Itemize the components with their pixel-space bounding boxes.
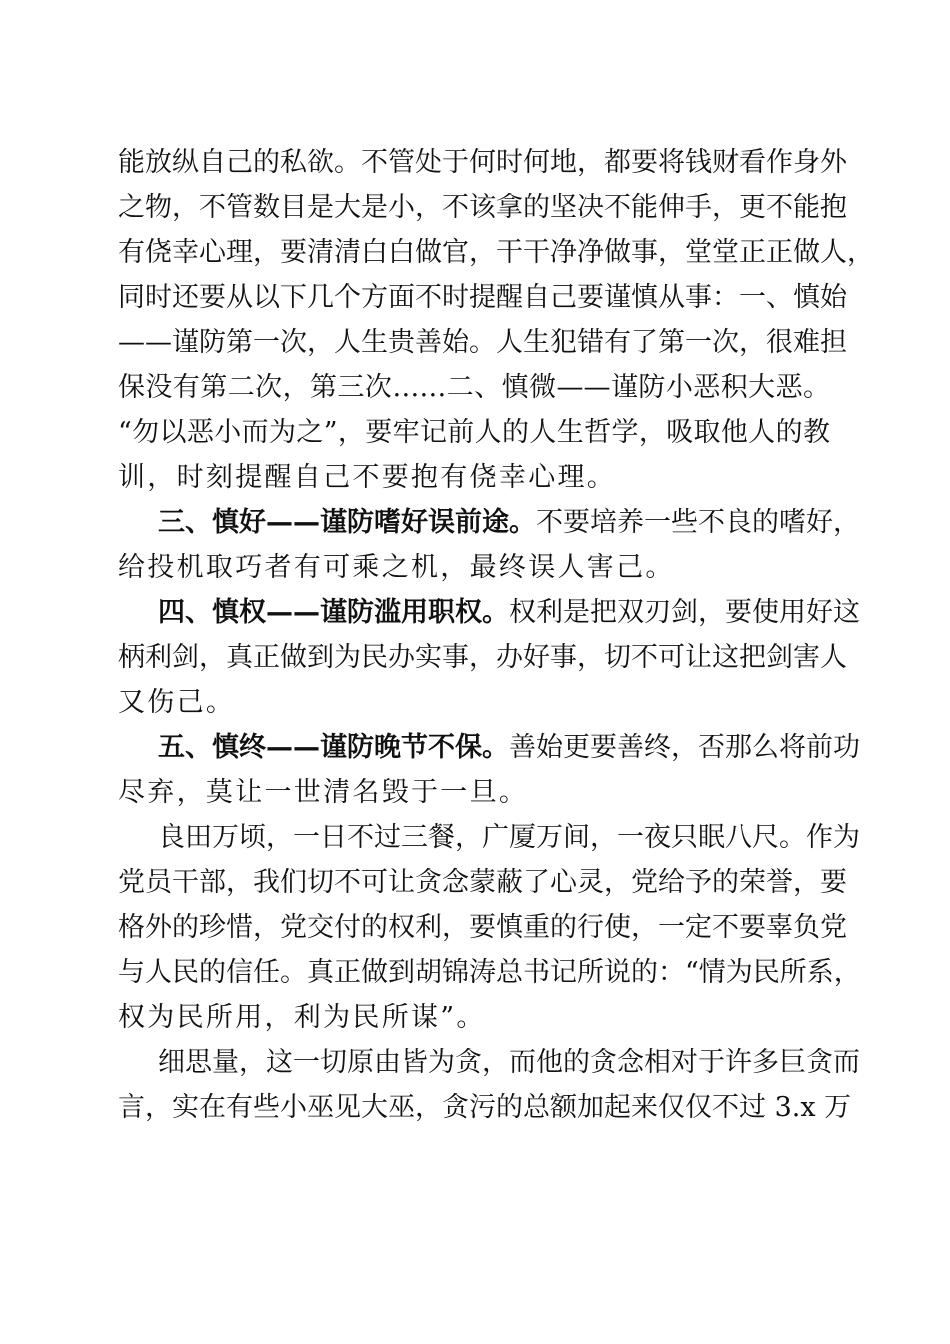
heading-three: 三、慎好——谨防嗜好误前途。	[158, 507, 536, 538]
text-line: 尽弃，莫让一世清名毁于一旦。	[118, 777, 529, 808]
heading-five: 五、慎终——谨防晚节不保。	[158, 732, 509, 763]
text-line: “勿以恶小而为之”，要牢记前人的人生哲学，吸取他人的教	[118, 417, 830, 448]
text-line: 党员干部，我们切不可让贪念蒙蔽了心灵，党给予的荣誉，要	[118, 867, 847, 898]
text-line: 格外的珍惜，党交付的权利，要慎重的行使，一定不要辜负党	[118, 912, 847, 943]
text-line: 之物，不管数目是大是小，不该拿的坚决不能伸手，更不能抱	[118, 192, 847, 223]
text-line: 权为民所用，利为民所谋”。	[118, 1002, 486, 1033]
text-line: 有侥幸心理，要清清白白做官，干干净净做事，堂堂正正做人，	[118, 237, 874, 268]
text-line: 又伤己。	[118, 687, 236, 718]
text-line: 柄利剑，真正做到为民办实事，办好事，切不可让这把剑害人	[118, 642, 847, 673]
text-line: ——谨防第一次，人生贵善始。人生犯错有了第一次，很难担	[118, 327, 847, 358]
text-run: 善始更要善终，否那么将前功	[509, 732, 860, 763]
paragraph-five	[158, 728, 860, 768]
paragraph-three	[158, 503, 860, 543]
text-line: 同时还要从以下几个方面不时提醒自己要谨慎从事：一、慎始	[118, 282, 847, 313]
text-run: 不要培养一些不良的嗜好，	[536, 507, 860, 538]
text-line: 保没有第二次，第三次……二、慎微——谨防小恶积大恶。	[118, 372, 830, 403]
paragraph-four	[158, 593, 860, 633]
text-line: 给投机取巧者有可乘之机，最终误人害己。	[118, 552, 675, 583]
text-line: 言，实在有些小巫见大巫，贪污的总额加起来仅仅不过 3.x 万	[118, 1092, 852, 1123]
text-line: 细思量，这一切原由皆为贪，而他的贪念相对于许多巨贪而	[158, 1047, 860, 1078]
text-line: 良田万顷，一日不过三餐，广厦万间，一夜只眠八尺。作为	[158, 822, 860, 853]
text-line: 能放纵自己的私欲。不管处于何时何地，都要将钱财看作身外	[118, 147, 847, 178]
text-run: 权利是把双刃剑，要使用好这	[509, 597, 860, 628]
heading-four: 四、慎权——谨防滥用职权。	[158, 597, 509, 628]
text-line: 与人民的信任。真正做到胡锦涛总书记所说的：“情为民所系，	[118, 957, 861, 988]
text-line: 训，时刻提醒自己不要抱有侥幸心理。	[118, 462, 617, 493]
